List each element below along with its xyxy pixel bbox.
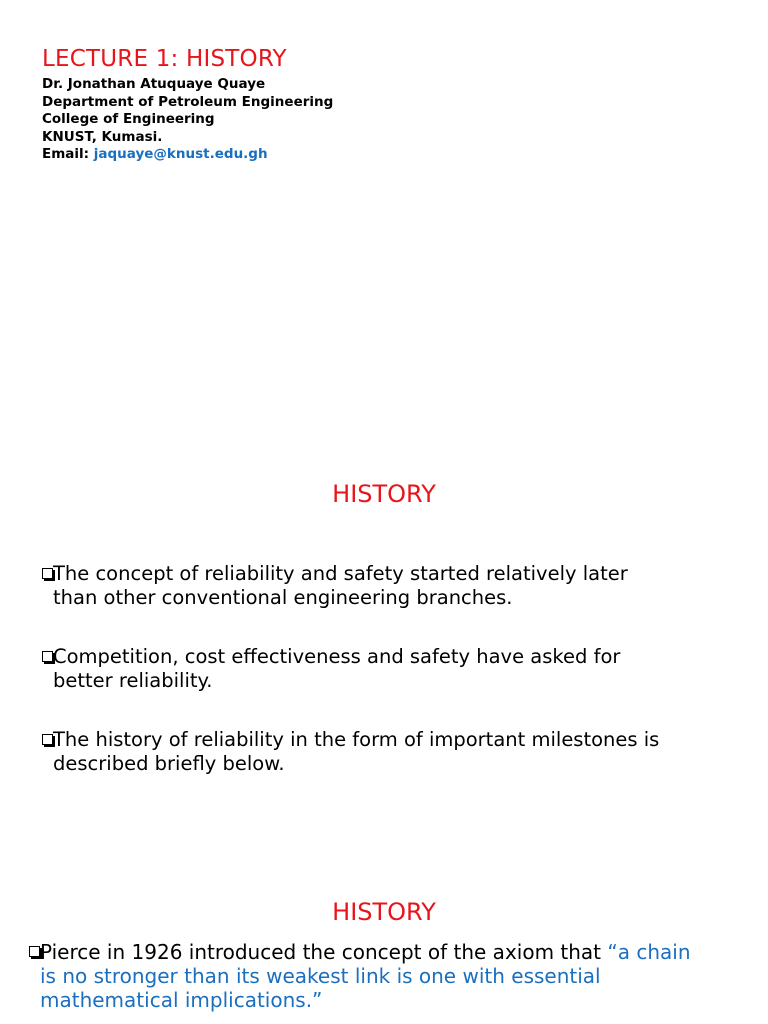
bullet-text-line: than other conventional engineering branches. (53, 586, 513, 609)
email-label: Email: (42, 146, 94, 162)
bullet-text: Pierce in 1926 introduced the concept of the axiom that (40, 940, 608, 964)
email-link[interactable]: jaquaye@knust.edu.gh (93, 146, 268, 162)
bullet-text-line: Competition, cost effectiveness and safety have asked for (53, 645, 621, 668)
lecture-title: LECTURE 1: HISTORY (42, 46, 287, 72)
quote-text-line: is no stronger than its weakest link is one with essential (40, 964, 601, 988)
list-item (27, 940, 743, 1012)
quote-text: “a chain (607, 940, 691, 964)
checkbox-bullet-icon (42, 734, 53, 745)
department-name: Department of Petroleum Engineering (42, 93, 334, 110)
bullet-text-line (40, 940, 743, 964)
bullet-text-line: The concept of reliability and safety started relatively later (53, 562, 628, 585)
quote-text-line: mathematical implications.” (40, 988, 323, 1012)
history-slide (0, 836, 768, 1024)
list-item (40, 645, 740, 693)
checkbox-bullet-icon (29, 946, 40, 957)
section-heading: HISTORY (332, 898, 436, 926)
author-info (42, 76, 333, 164)
bullet-list (40, 562, 740, 811)
list-item (40, 562, 740, 610)
bullet-text-line: The history of reliability in the form of important milestones is (53, 728, 660, 751)
institution-location: KNUST, Kumasi. (42, 128, 163, 145)
checkbox-bullet-icon (42, 651, 53, 662)
list-item (40, 728, 740, 776)
college-name: College of Engineering (42, 111, 215, 127)
email-row (42, 146, 333, 164)
history-slide (0, 420, 768, 836)
checkbox-bullet-icon (42, 568, 53, 579)
title-slide (0, 0, 768, 420)
bullet-text-line: described briefly below. (53, 752, 285, 775)
bullet-list (27, 940, 743, 1024)
section-heading: HISTORY (332, 480, 436, 508)
author-name: Dr. Jonathan Atuquaye Quaye (42, 76, 266, 92)
bullet-text-line: better reliability. (53, 669, 213, 692)
